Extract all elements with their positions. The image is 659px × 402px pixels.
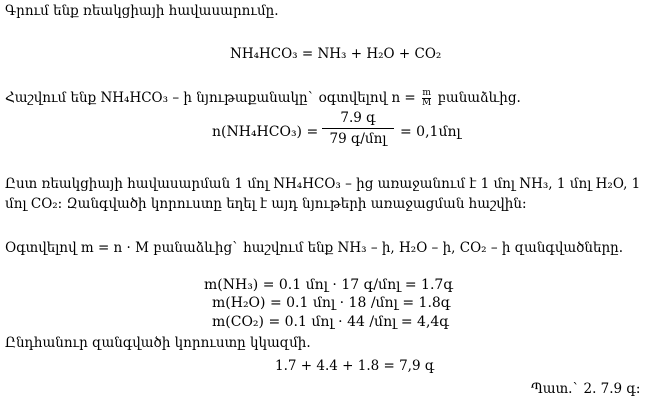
n-equation-right: = 0,1մոլ xyxy=(400,124,461,140)
n-equation-left: n(NH₄HCO₃) = xyxy=(212,124,319,140)
reaction-equation: NH₄HCO₃ = NH₃ + H₂O + CO₂ xyxy=(230,46,442,62)
total-loss-text: Ընդհանուր զանգվածի կորուստը կկազմի. xyxy=(5,335,311,351)
paragraph-line-2: մոլ CO₂: Զանգվածի կորուստը եղել է այդ նյութերի առաջացման հաշվին: xyxy=(5,196,527,212)
answer: Պատ.` 2. 7.9 գ: xyxy=(531,381,641,397)
frac-denominator: M xyxy=(422,98,432,108)
using-formula-line: Օգտվելով m = n · M բանաձևից` հաշվում ենք NH₃ – ի, H₂O – ի, CO₂ – ի զանգվածները. xyxy=(5,240,624,256)
frac-numerator: m xyxy=(422,88,431,98)
mass-h2o: m(H₂O) = 0.1 մոլ · 18 /մոլ = 1.8գ xyxy=(212,295,451,311)
n-fraction xyxy=(322,110,394,147)
calc-text: Հաշվում ենք NH₄HCO₃ – ի նյութաքանակը` օգտվելով n = xyxy=(5,90,416,106)
calc-intro-line xyxy=(5,89,521,108)
n-frac-denominator: 79 գ/մոլ xyxy=(329,131,387,147)
calc-tail: բանաձևից. xyxy=(437,90,521,106)
paragraph-line-1: Ըստ ռեակցիայի հավասարման 1 մոլ NH₄HCO₃ – ից առաջանում է 1 մոլ NH₃, 1 մոլ H₂O, 1 xyxy=(5,176,641,192)
intro-text: Գրում ենք ռեակցիայի հավասարումը. xyxy=(5,3,279,19)
mass-nh3: m(NH₃) = 0.1 մոլ · 17 գ/մոլ = 1.7գ xyxy=(204,277,454,293)
m-over-M-fraction xyxy=(422,89,431,108)
mass-co2: m(CO₂) = 0.1 մոլ · 44 /մոլ = 4,4գ xyxy=(212,314,450,330)
total-equation: 1.7 + 4.4 + 1.8 = 7,9 գ xyxy=(275,358,435,374)
n-frac-numerator: 7.9 գ xyxy=(340,110,376,126)
